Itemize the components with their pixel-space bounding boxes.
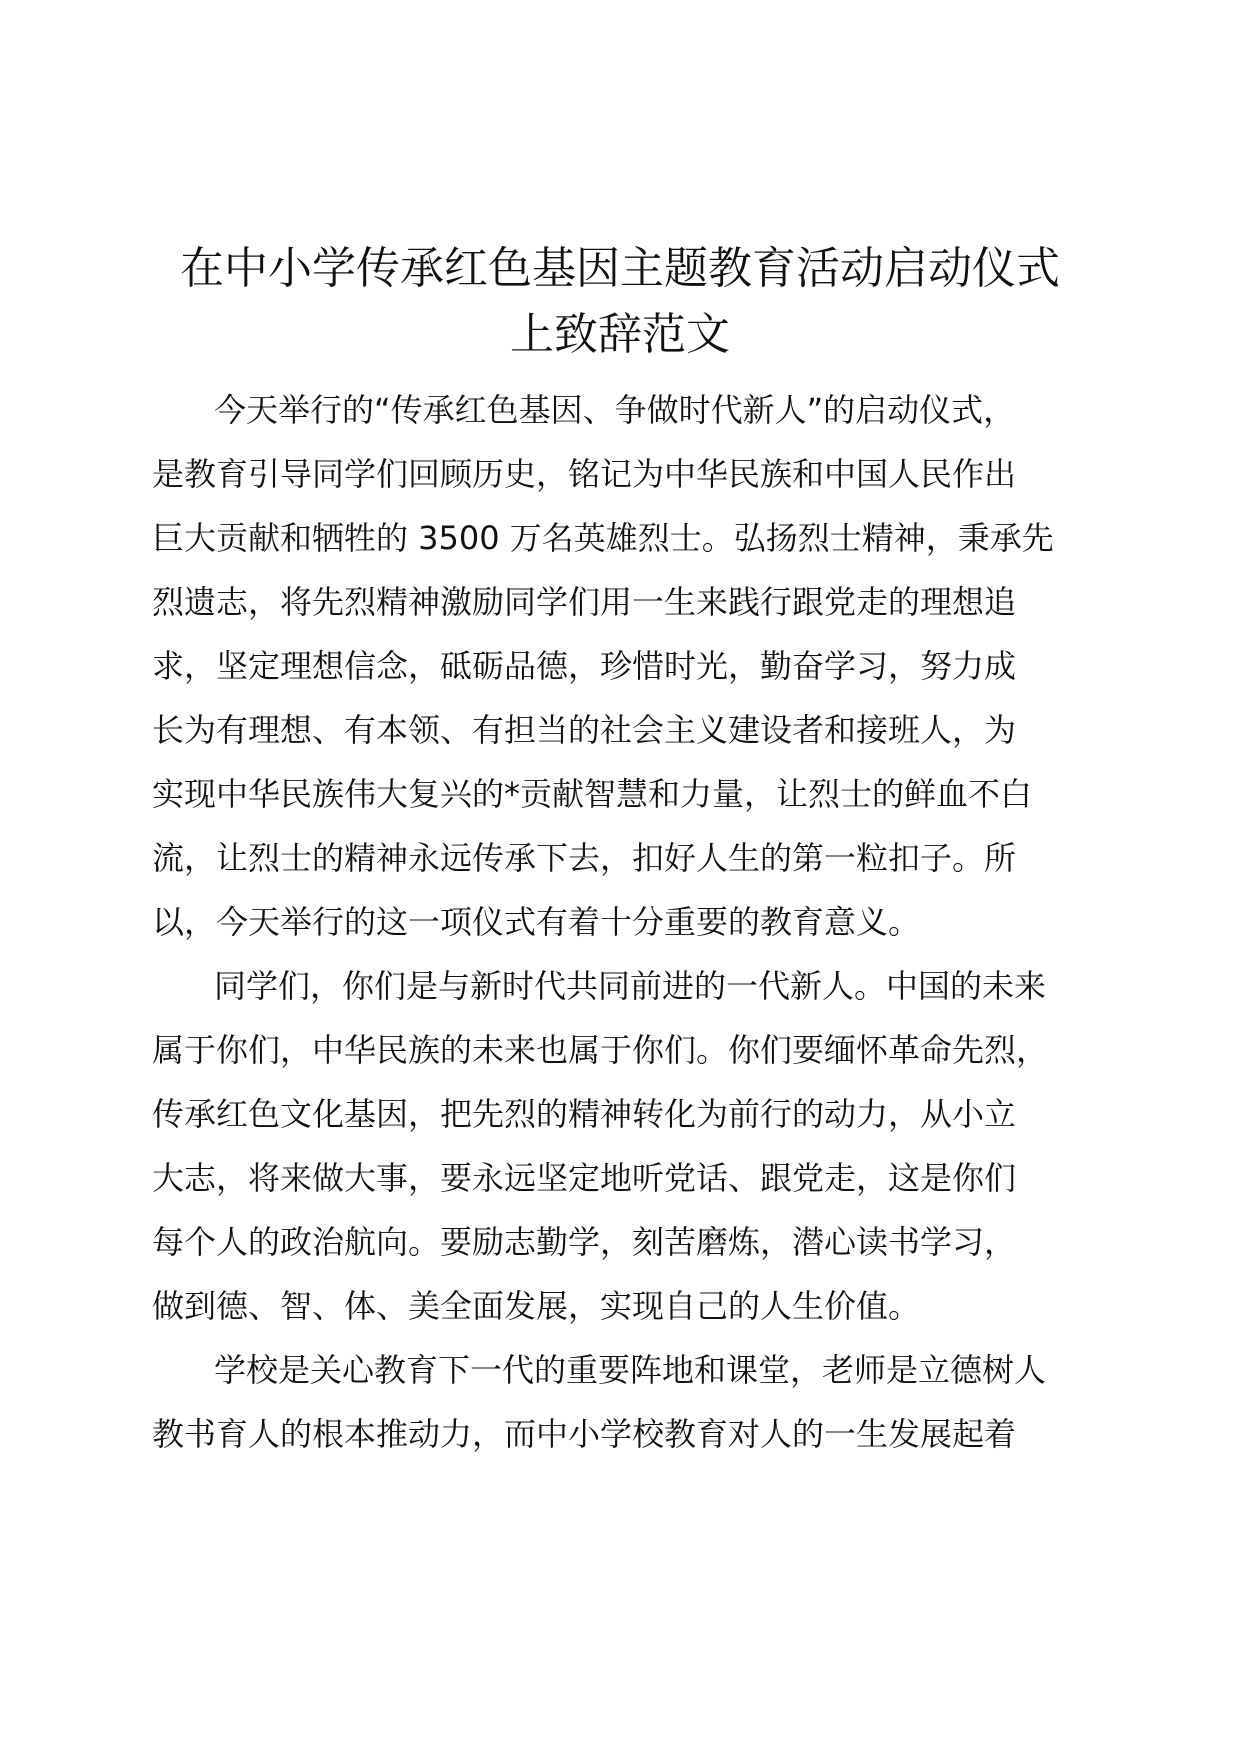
paragraph-1 (152, 378, 1087, 954)
paragraph-line: 属于你们，中华民族的未来也属于你们。你们要缅怀革命先烈， (152, 1031, 1049, 1069)
paragraph-line: 教书育人的根本推动力，而中小学校教育对人的一生发展起着 (152, 1415, 1017, 1453)
paragraph-line: 同学们，你们是与新时代共同前进的一代新人。中国的未来 (214, 967, 1047, 1005)
document-body (152, 378, 1087, 1466)
paragraph-line: 传承红色文化基因，把先烈的精神转化为前行的动力，从小立 (152, 1095, 1017, 1133)
paragraph-line: 学校是关心教育下一代的重要阵地和课堂，老师是立德树人 (214, 1351, 1047, 1389)
title-line: 在中小学传承红色基因主题教育活动启动仪式 (180, 243, 1060, 294)
paragraph-line: 长为有理想、有本领、有担当的社会主义建设者和接班人，为 (152, 711, 1017, 749)
paragraph-line: 流，让烈士的精神永远传承下去，扣好人生的第一粒扣子。所 (152, 839, 1017, 877)
paragraph-line: 巨大贡献和牺牲的 3500 万名英雄烈士。弘扬烈士精神，秉承先 (152, 519, 1054, 557)
paragraph-line: 做到德、智、体、美全面发展，实现自己的人生价值。 (152, 1287, 921, 1325)
paragraph-line: 每个人的政治航向。要励志勤学，刻苦磨炼，潜心读书学习， (152, 1223, 1017, 1261)
paragraph-line: 今天举行的“传承红色基因、争做时代新人”的启动仪式， (214, 391, 1016, 429)
paragraph-line: 大志，将来做大事，要永远坚定地听党话、跟党走，这是你们 (152, 1159, 1017, 1197)
paragraph-line: 是教育引导同学们回顾历史，铭记为中华民族和中国人民作出 (152, 455, 1017, 493)
title-line: 上致辞范文 (510, 309, 730, 360)
paragraph-2 (152, 954, 1087, 1338)
paragraph-3 (152, 1338, 1087, 1466)
paragraph-line: 以，今天举行的这一项仪式有着十分重要的教育意义。 (152, 903, 921, 941)
paragraph-line: 求，坚定理想信念，砥砺品德，珍惜时光，勤奋学习，努力成 (152, 647, 1017, 685)
document-title (100, 236, 1140, 368)
paragraph-line: 实现中华民族伟大复兴的*贡献智慧和力量，让烈士的鲜血不白 (152, 775, 1033, 813)
paragraph-line: 烈遗志，将先烈精神激励同学们用一生来践行跟党走的理想追 (152, 583, 1017, 621)
